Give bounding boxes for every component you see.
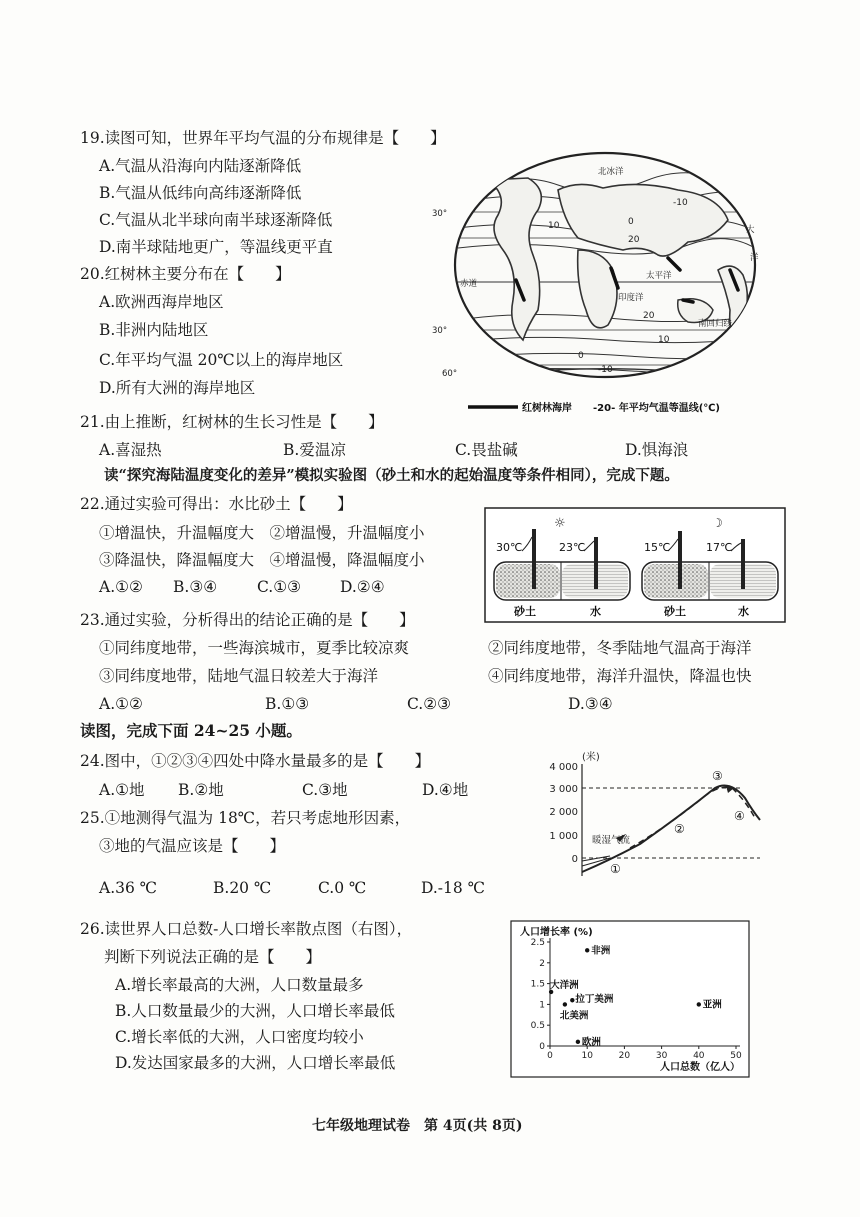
sun-icon: ☼ [554, 516, 566, 531]
section-intro-24-25: 读图，完成下面 24~25 小题。 [80, 721, 302, 740]
q26-option-d: D.发达国家最多的大洲，人口增长率最低 [115, 1054, 396, 1072]
point-2: ② [674, 822, 685, 836]
q21-option-b: B.爱温凉 [283, 441, 346, 459]
night-water-label: 水 [738, 605, 749, 618]
q22-line1: ①增温快，升温幅度大 ②增温慢，升温幅度小 [99, 524, 425, 542]
q22-stem: 22.通过实验可得出：水比砂土【 】 [80, 495, 353, 513]
scatter-point-2 [570, 998, 574, 1002]
legend-mangrove: 红树林海岸 [522, 403, 572, 414]
mountain-profile [540, 748, 765, 878]
y-tick-label: 2 [539, 958, 545, 969]
night-sand-label: 砂土 [664, 605, 686, 618]
isotherm-label: 20 [643, 311, 655, 321]
q22-option-c: C.①③ [257, 578, 302, 596]
isotherm-label: -10 [598, 365, 613, 375]
scatter-label-3: 北美洲 [559, 1010, 589, 1022]
altitude-tick: 3 000 [549, 784, 578, 795]
lat-label: 30° [432, 209, 448, 219]
q19-option-a: A.气温从沿海向内陆逐渐降低 [99, 157, 302, 175]
airflow-label: 暖湿气流 [592, 835, 631, 846]
night-sand-temp: 15℃ [644, 541, 671, 554]
scatter-point-3 [563, 1002, 567, 1006]
map-label-tropic: 南回归线 [698, 319, 733, 329]
q19-stem: 19.读图可知，世界年平均气温的分布规律是【 】 [80, 129, 446, 147]
q23-option-1: ①同纬度地带，一些海滨城市，夏季比较凉爽 [99, 639, 410, 657]
y-tick-label: 1 [539, 1000, 545, 1011]
q26-option-b: B.人口数量最少的大洲，人口增长率最低 [115, 1002, 395, 1020]
scatter-label-0: 非洲 [591, 945, 611, 957]
y-tick-label: 0.5 [530, 1021, 545, 1032]
day-water-temp: 23℃ [559, 541, 586, 554]
altitude-unit: (米) [582, 752, 600, 763]
y-tick-label: 2.5 [530, 938, 545, 948]
q20-option-d: D.所有大洲的海岸地区 [99, 379, 256, 397]
isotherm-label: 10 [658, 335, 670, 345]
x-tick-label: 0 [547, 1051, 553, 1061]
y-tick-label: 0 [539, 1042, 545, 1052]
chart-xlabel: 人口总数（亿人） [660, 1062, 740, 1073]
q21-stem: 21.由上推断，红树林的生长习性是【 】 [80, 413, 384, 431]
altitude-tick: 1 000 [549, 831, 578, 842]
altitude-tick: 4 000 [549, 762, 578, 773]
q22-option-a: A.①② [99, 578, 143, 596]
q24-stem: 24.图中，①②③④四处中降水量最多的是【 】 [80, 752, 431, 770]
q25-stem-line1: 25.①地测得气温为 18℃，若只考虑地形因素， [80, 809, 411, 827]
map-label-arctic: 北冰洋 [598, 167, 624, 177]
scatter-label-1: 大洋洲 [550, 979, 579, 991]
map-label-equator: 赤道 [460, 279, 478, 289]
scatter-point-5 [576, 1040, 580, 1044]
chart-ylabel: 人口增长率 (%) [520, 927, 593, 938]
q19-option-d: D.南半球陆地更广，等温线更平直 [99, 238, 333, 256]
section-intro-22-23: 读“探究海陆温度变化的差异”模拟实验图（砂土和水的起始温度等条件相同），完成下题。 [104, 467, 679, 484]
map-label-indian: 印度洋 [618, 293, 644, 303]
x-tick-label: 40 [693, 1051, 705, 1061]
day-water-label: 水 [590, 605, 601, 618]
isotherm-label: 0 [578, 351, 584, 361]
map-label-yang: 洋 [750, 253, 759, 263]
map-label-pacific: 太平洋 [646, 271, 672, 281]
point-4: ④ [734, 809, 745, 823]
scatter-label-5: 欧洲 [581, 1036, 601, 1048]
lat-label: 30° [432, 326, 448, 336]
scatter-label-4: 亚洲 [702, 999, 722, 1011]
altitude-tick: 0 [571, 854, 578, 865]
q23-stem: 23.通过实验，分析得出的结论正确的是【 】 [80, 611, 415, 629]
q24-option-c: C.③地 [302, 781, 348, 799]
q23-option-3: ③同纬度地带，陆地气温日较差大于海洋 [99, 667, 379, 685]
scatter-point-0 [585, 948, 589, 952]
x-tick-label: 10 [581, 1051, 593, 1061]
population-scatter-chart [510, 920, 750, 1078]
scatter-label-2: 拉丁美洲 [575, 994, 614, 1006]
lat-label: 60° [442, 369, 458, 379]
map-label-da: 大 [746, 225, 755, 235]
night-water-temp: 17℃ [706, 541, 733, 554]
q20-option-b: B.非洲内陆地区 [99, 321, 209, 339]
point-1: ① [610, 862, 621, 876]
q26-option-c: C.增长率低的大洲，人口密度均较小 [115, 1028, 364, 1046]
q23-option-d: D.③④ [568, 695, 613, 713]
q23-option-a: A.①② [99, 695, 143, 713]
q19-option-b: B.气温从低纬向高纬逐渐降低 [99, 184, 302, 202]
q21-option-c: C.畏盐碱 [455, 441, 518, 459]
q21-option-a: A.喜湿热 [99, 441, 162, 459]
point-3: ③ [712, 769, 723, 783]
day-sand-temp: 30℃ [496, 541, 523, 554]
isotherm-label: 0 [628, 217, 634, 227]
legend-isotherm: -20- 年平均气温等温线(℃) [593, 403, 720, 414]
q25-option-d: D.-18 ℃ [421, 879, 486, 897]
isotherm-label: -10 [673, 198, 688, 208]
x-tick-label: 50 [730, 1051, 742, 1061]
q23-option-2: ②同纬度地带，冬季陆地气温高于海洋 [488, 639, 752, 657]
day-sand-label: 砂土 [514, 605, 536, 618]
q25-option-b: B.20 ℃ [213, 879, 272, 897]
altitude-tick: 2 000 [549, 807, 578, 818]
q25-stem-line2: ③地的气温应该是【 】 [99, 837, 286, 855]
x-tick-label: 20 [618, 1051, 631, 1061]
q23-option-b: B.①③ [265, 695, 310, 713]
q20-option-a: A.欧洲西海岸地区 [99, 293, 224, 311]
world-temperature-map [428, 150, 783, 420]
q20-stem: 20.红树林主要分布在【 】 [80, 265, 291, 283]
q19-option-c: C.气温从北半球向南半球逐渐降低 [99, 211, 333, 229]
q26-option-a: A.增长率最高的大洲，人口数量最多 [115, 976, 364, 994]
q24-option-a: A.①地 [99, 781, 145, 799]
q26-stem-line1: 26.读世界人口总数-人口增长率散点图（右图）， [80, 920, 413, 938]
q26-stem-line2: 判断下列说法正确的是【 】 [104, 948, 322, 966]
q24-option-d: D.④地 [422, 781, 469, 799]
q20-option-c: C.年平均气温 20℃以上的海岸地区 [99, 351, 344, 369]
scatter-point-4 [697, 1002, 701, 1006]
q25-option-c: C.0 ℃ [318, 879, 367, 897]
moon-icon: ☽ [712, 516, 723, 530]
q22-line2: ③降温快，降温幅度大 ④增温慢，降温幅度小 [99, 551, 425, 569]
q25-option-a: A.36 ℃ [99, 879, 158, 897]
isotherm-label: 20 [628, 235, 640, 245]
q24-option-b: B.②地 [178, 781, 224, 799]
x-tick-label: 30 [655, 1051, 668, 1061]
q21-option-d: D.惧海浪 [625, 441, 689, 459]
sand-water-experiment [484, 507, 786, 623]
q22-option-b: B.③④ [173, 578, 218, 596]
isotherm-label: 10 [548, 221, 560, 231]
y-tick-label: 1.5 [530, 979, 545, 990]
page-footer: 七年级地理试卷 第 4页(共 8页) [312, 1118, 523, 1134]
q23-option-4: ④同纬度地带，海洋升温快，降温也快 [488, 667, 752, 685]
q22-option-d: D.②④ [340, 578, 385, 596]
q23-option-c: C.②③ [407, 695, 452, 713]
